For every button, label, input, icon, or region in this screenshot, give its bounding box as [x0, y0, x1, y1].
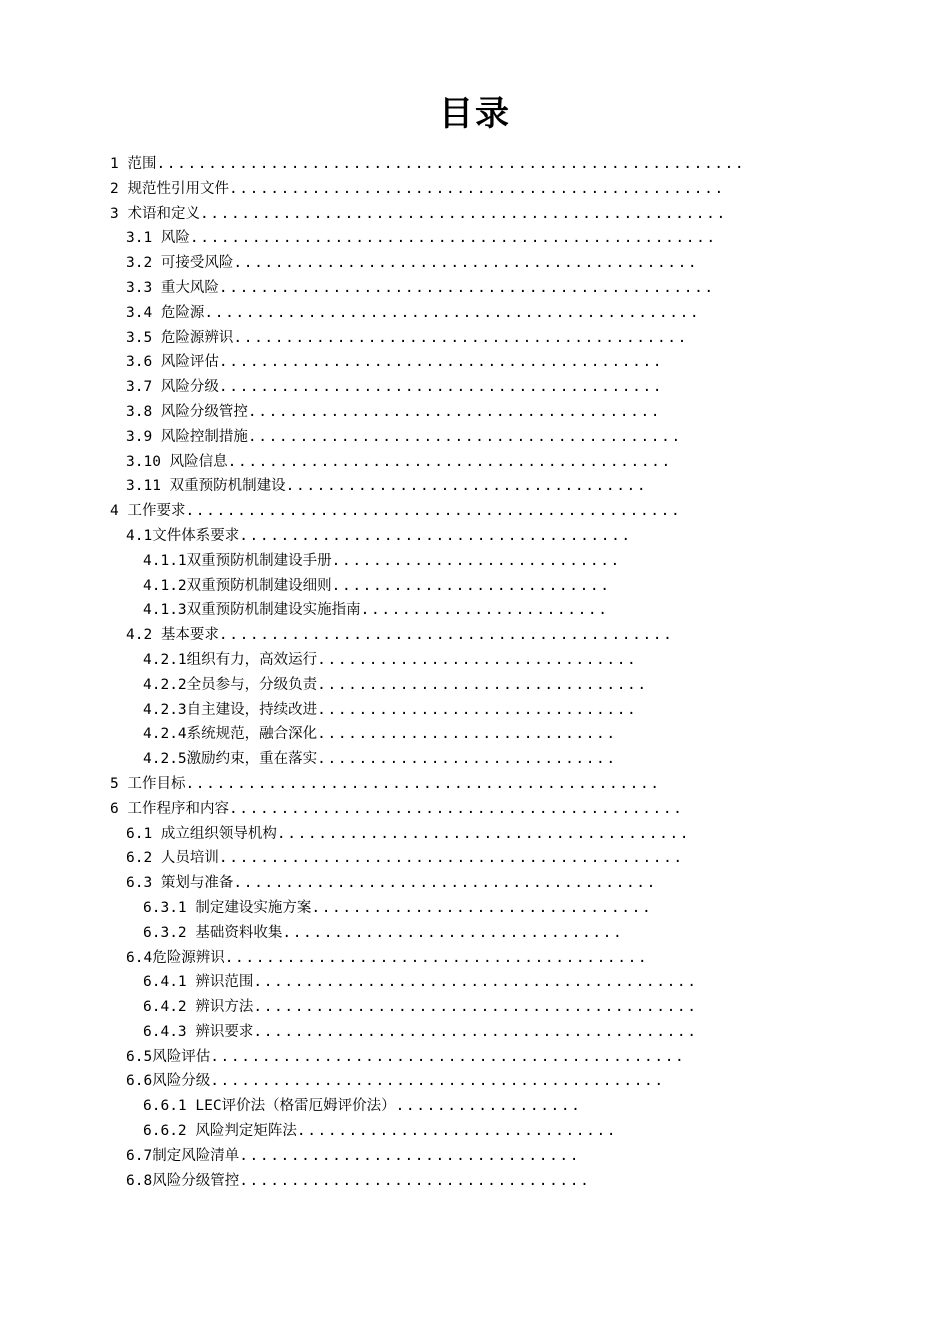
toc-entry-leader: ................................................	[204, 304, 701, 321]
toc-entry-leader: ........................	[360, 602, 609, 619]
toc-entry-leader: ................................................	[185, 503, 682, 520]
toc-entry-label: 3.10 风险信息	[126, 453, 228, 470]
toc-entry[interactable]	[110, 921, 745, 946]
toc-entry-leader: ................................................	[218, 279, 715, 296]
toc-entry-leader: ........................................	[276, 825, 691, 842]
toc-entry-leader: .............................	[317, 726, 617, 743]
toc-entry-label: 3.5 危险源辨识	[126, 329, 234, 346]
toc-entry-leader: ...................................................	[199, 205, 727, 222]
toc-entry-leader: ...........................................	[253, 974, 698, 991]
toc-entry-label: 6.3.1 制定建设实施方案	[143, 899, 312, 916]
toc-entry[interactable]	[110, 698, 745, 723]
toc-entry-label: 6.6.1 LEC评价法（格雷厄姆评价法）	[143, 1098, 396, 1115]
toc-entry-label: 3.1 风险	[126, 230, 190, 247]
toc-entry-leader: ..............................................	[210, 1048, 686, 1065]
toc-entry-label: 4.1.2双重预防机制建设细则	[143, 577, 332, 594]
toc-entry-leader: ...............................	[296, 1123, 618, 1140]
toc-entry-leader: ...........................	[331, 577, 611, 594]
toc-entry[interactable]	[110, 226, 745, 251]
toc-entry-label: 6 工作程序和内容	[110, 800, 229, 817]
toc-entry-leader: ...........................................	[218, 354, 664, 371]
toc-entry-label: 3.8 风险分级管控	[126, 403, 248, 420]
toc-entry[interactable]	[110, 946, 745, 971]
toc-entry-leader: ............................................	[233, 329, 688, 346]
toc-entry[interactable]	[110, 1144, 745, 1169]
toc-entry[interactable]	[110, 747, 745, 772]
toc-entry-label: 4.2.5激励约束，重在落实	[143, 751, 318, 768]
toc-entry-label: 4.2.2全员参与，分级负责	[143, 676, 318, 693]
toc-entry-leader: ...................................................	[189, 230, 717, 247]
toc-entry[interactable]	[110, 772, 745, 797]
toc-entry-leader: ...........................................	[218, 379, 664, 396]
toc-entry-leader: .............................................	[233, 255, 699, 272]
toc-entry-label: 6.6.2 风险判定矩阵法	[143, 1123, 297, 1140]
toc-entry[interactable]	[110, 995, 745, 1020]
toc-entry-label: 1 范围	[110, 156, 157, 172]
toc-entry-label: 6.7制定风险清单	[126, 1147, 240, 1164]
toc-entry[interactable]	[110, 425, 745, 450]
toc-entry[interactable]	[110, 400, 745, 425]
toc-entry[interactable]	[110, 722, 745, 747]
toc-entry-leader: ...........................................	[253, 999, 698, 1016]
toc-entry-leader: .................................	[282, 924, 624, 941]
toc-entry-label: 6.5风险评估	[126, 1048, 211, 1065]
toc-title: 目录	[439, 94, 511, 134]
toc-entry-label: 6.1 成立组织领导机构	[126, 825, 277, 842]
toc-entry-leader: ...................................	[285, 478, 648, 495]
toc-entry[interactable]	[110, 350, 745, 375]
toc-entry-leader: .........................................................	[156, 156, 746, 172]
toc-entry[interactable]	[110, 673, 745, 698]
toc-entry-leader: ............................................	[218, 627, 674, 644]
toc-entry-label: 6.2 人员培训	[126, 850, 219, 867]
toc-entry-leader: ...........................................	[227, 453, 672, 470]
toc-entry-label: 6.4.2 辨识方法	[143, 999, 254, 1016]
toc-entry[interactable]	[110, 375, 745, 400]
toc-entry[interactable]	[110, 574, 745, 599]
toc-entry-leader: ..........................................	[247, 428, 682, 445]
toc-entry[interactable]	[110, 326, 745, 351]
toc-entry-leader: ............................	[331, 552, 621, 569]
toc-entry-leader: .................................	[311, 899, 653, 916]
toc-entry[interactable]	[110, 623, 745, 648]
toc-entry-leader: ..................	[395, 1098, 582, 1115]
toc-entry-leader: ........................................	[247, 403, 662, 420]
toc-entry-leader: .............................	[317, 751, 617, 768]
toc-entry-leader: ................................	[317, 676, 648, 693]
toc-entry-label: 5 工作目标	[110, 775, 186, 792]
toc-entry-label: 4.2.1组织有力，高效运行	[143, 651, 318, 668]
toc-entry-label: 6.4危险源辨识	[126, 949, 225, 966]
toc-entry-label: 3.2 可接受风险	[126, 255, 234, 272]
toc-entry[interactable]	[110, 896, 745, 921]
toc-entry[interactable]	[110, 152, 745, 177]
toc-entry[interactable]	[110, 797, 745, 822]
toc-entry[interactable]	[110, 450, 745, 475]
toc-entry-leader: ............................................	[228, 800, 684, 817]
toc-entry[interactable]	[110, 1045, 745, 1070]
toc-entry-label: 4.1.1双重预防机制建设手册	[143, 552, 332, 569]
toc-entry-label: 3.3 重大风险	[126, 279, 219, 296]
toc-entry-leader: ...............................	[317, 701, 638, 718]
toc-entry[interactable]	[110, 598, 745, 623]
toc-entry-leader: ................................................	[228, 180, 725, 197]
toc-entry-label: 6.4.3 辨识要求	[143, 1023, 254, 1040]
toc-entry-leader: .........................................	[224, 949, 649, 966]
toc-entry[interactable]	[110, 524, 745, 549]
toc-entry[interactable]	[110, 1069, 745, 1094]
toc-entry[interactable]	[110, 1119, 745, 1144]
toc-entry-label: 4.2 基本要求	[126, 627, 219, 644]
toc-entry-leader: .............................................	[218, 850, 684, 867]
toc-entry-label: 6.8风险分级管控	[126, 1172, 240, 1189]
toc-entry-label: 6.3 策划与准备	[126, 875, 234, 892]
toc-entry-label: 3.9 风险控制措施	[126, 428, 248, 445]
toc-entry-leader: ..................................	[239, 1172, 591, 1189]
toc-entry[interactable]	[110, 846, 745, 871]
toc-entry-label: 4 工作要求	[110, 503, 186, 520]
toc-entry-label: 6.4.1 辨识范围	[143, 974, 254, 991]
toc-entry[interactable]	[110, 499, 745, 524]
toc-entry-label: 4.1.3双重预防机制建设实施指南	[143, 602, 361, 619]
toc-entry-label: 4.2.4系统规范，融合深化	[143, 726, 318, 743]
table-of-contents	[110, 152, 745, 1193]
toc-entry-label: 6.6风险分级	[126, 1073, 211, 1090]
toc-entry-leader: ............................................	[210, 1073, 665, 1090]
toc-entry[interactable]	[110, 871, 745, 896]
toc-entry[interactable]	[110, 822, 745, 847]
toc-entry-label: 4.1文件体系要求	[126, 527, 240, 544]
toc-entry-leader: ...............................	[317, 651, 638, 668]
toc-entry[interactable]	[110, 648, 745, 673]
toc-entry-label: 3.11 双重预防机制建设	[126, 478, 286, 495]
toc-entry[interactable]	[110, 970, 745, 995]
toc-entry[interactable]	[110, 549, 745, 574]
toc-entry[interactable]	[110, 1169, 745, 1194]
toc-entry-leader: .........................................	[233, 875, 657, 892]
toc-entry-leader: ..............................................	[185, 775, 661, 792]
toc-entry[interactable]	[110, 177, 745, 202]
toc-entry-label: 3.7 风险分级	[126, 379, 219, 396]
toc-entry[interactable]	[110, 251, 745, 276]
toc-entry-label: 2 规范性引用文件	[110, 180, 229, 197]
toc-entry[interactable]	[110, 1020, 745, 1045]
toc-entry[interactable]	[110, 474, 745, 499]
toc-entry[interactable]	[110, 301, 745, 326]
toc-entry[interactable]	[110, 276, 745, 301]
toc-entry-leader: ......................................	[239, 527, 632, 544]
toc-entry-label: 6.3.2 基础资料收集	[143, 924, 283, 941]
toc-entry-label: 4.2.3自主建设，持续改进	[143, 701, 318, 718]
toc-entry-label: 3.4 危险源	[126, 304, 205, 321]
toc-entry[interactable]	[110, 202, 745, 227]
toc-entry[interactable]	[110, 1094, 745, 1119]
toc-entry-label: 3 术语和定义	[110, 205, 200, 222]
toc-entry-leader: .................................	[239, 1147, 581, 1164]
toc-entry-label: 3.6 风险评估	[126, 354, 219, 371]
toc-entry-leader: ...........................................	[253, 1023, 698, 1040]
